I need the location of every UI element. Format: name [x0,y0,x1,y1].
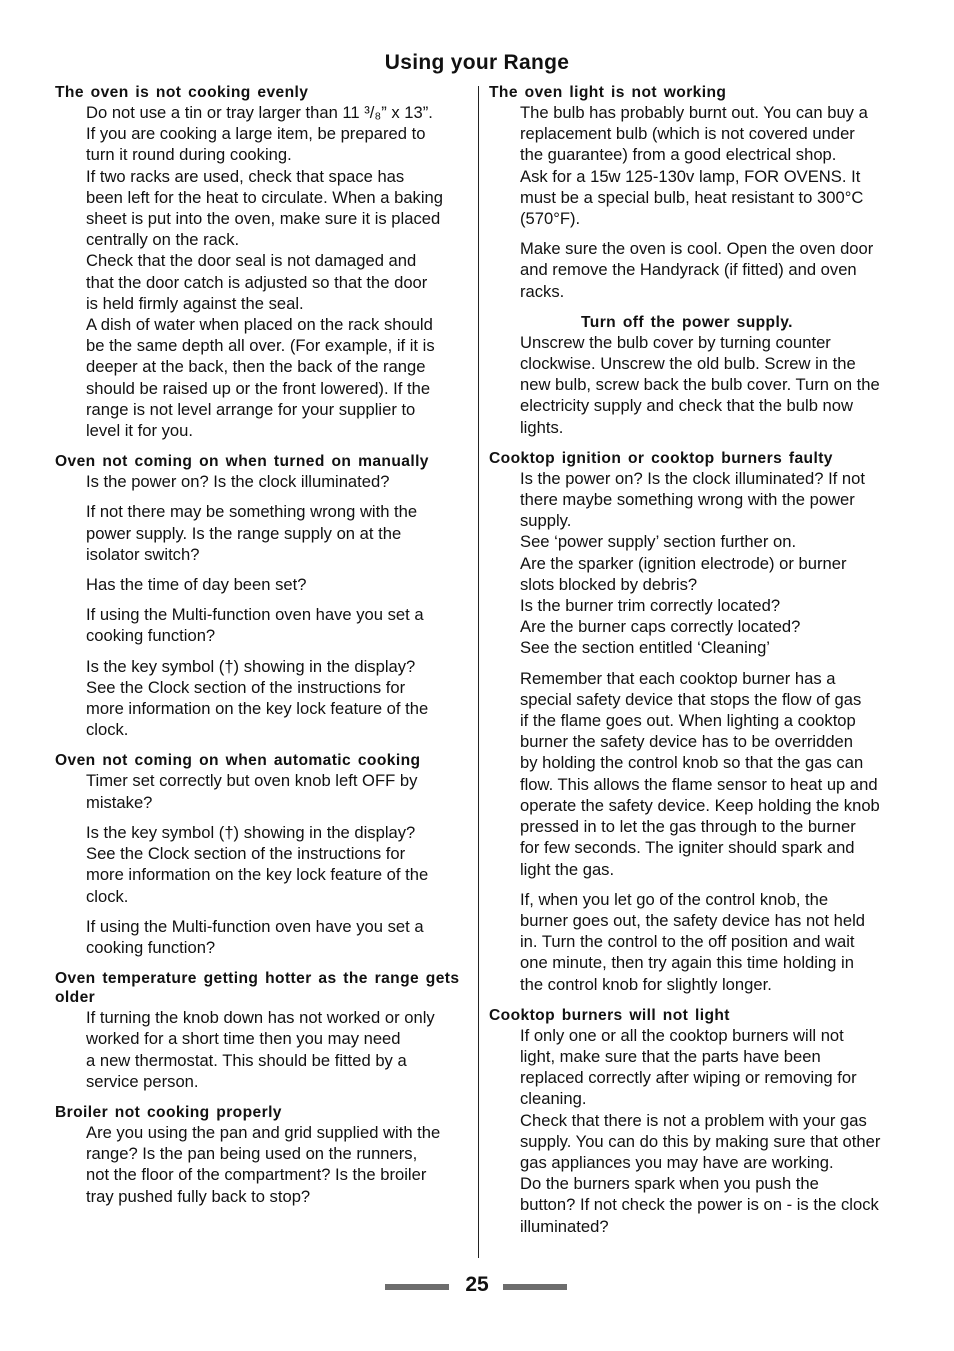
body-line: range? Is the pan being used on the runners, [86,1144,418,1164]
body-line: service person. [86,1071,199,1091]
body-line: Is the key symbol (†) showing in the display? [86,822,416,842]
body-line: slots blocked by debris? [520,574,698,594]
right-column [489,83,905,1237]
body-line: one minute, then try again this time holding in [520,953,854,973]
body-line: power supply. Is the range supply on at the [86,523,402,543]
body-line: Timer set correctly but oven knob left OFF by [86,771,418,791]
body-line: for few seconds. The igniter should spark and [520,838,855,858]
section-heading: The oven light is not working [489,84,727,101]
body-line: cooking function? [86,626,216,646]
body-line: the guarantee) from a good electrical shop. [520,145,837,165]
page-number: 25 [465,1273,489,1296]
body-line: be the same depth all over. (For example, if it is [86,336,435,356]
body-line: The bulb has probably burnt out. You can buy a [520,103,868,122]
body-line: centrally on the rack. [86,230,240,250]
body-line: If using the Multi-function oven have you set a [86,916,424,936]
body-line: if the flame goes out. When lighting a cooktop [520,711,856,731]
body-line: A dish of water when placed on the rack should [86,315,433,335]
body-line: by holding the control knob so that the gas can [520,753,864,773]
section-heading: The oven is not cooking evenly [55,84,309,101]
body-line: If only one or all the cooktop burners will not [520,1025,844,1045]
body-line: supply. [520,511,572,531]
body-line: Ask for a 15w 125-130v lamp, FOR OVENS. It [520,166,861,186]
body-line: replaced correctly after wiping or removing for [520,1068,857,1088]
body-line: burner goes out, the safety device has not held [520,910,866,930]
footer-bar-right [503,1284,567,1290]
body-line: Unscrew the bulb cover by turning counter [520,332,831,352]
section-heading: Oven not coming on when automatic cooking [55,752,421,770]
body-line: Are the sparker (ignition electrode) or burner [520,553,847,573]
body-line: If using the Multi-function oven have you set a [86,605,424,625]
body-line: Are you using the pan and grid supplied with the [86,1122,441,1142]
body-line: See ‘power supply’ section further on. [520,532,797,552]
body-line: clockwise. Unscrew the old bulb. Screw in the [520,354,856,374]
body-line: worked for a short time then you may need [86,1029,401,1049]
section-heading: Cooktop ignition or cooktop burners faulty [489,449,833,467]
body-line: lights. [520,417,564,437]
body-line: clock. [86,886,129,906]
body-line: supply. You can do this by making sure that other [520,1131,881,1151]
body-line: isolator switch? [86,544,200,564]
body-line: light, make sure that the parts have been [520,1046,821,1066]
body-line: button? If not check the power is on - is the clock [520,1195,879,1215]
body-line: deeper at the back, then the back of the range [86,357,426,377]
body-line: Is the power on? Is the clock illuminated? If not [520,468,865,488]
body-line: light the gas. [520,859,615,879]
section-heading: Broiler not cooking properly [55,1103,282,1121]
body-line: If not there may be something wrong with the [86,502,418,522]
body-line: illuminated? [520,1216,609,1236]
body-line: If two racks are used, check that space has [86,166,405,186]
body-line: new bulb, screw back the bulb cover. Turn on the [520,375,880,395]
column-divider [478,86,479,1258]
body-line: (570°F). [520,209,581,229]
body-line: must be a special bulb, heat resistant to 300°C [520,187,864,207]
body-line: there maybe something wrong with the power [520,490,855,510]
body-line: gas appliances you may have are working. [520,1152,834,1172]
body-line: range is not level arrange for your supplier to [86,399,416,419]
body-line: flow. This allows the flame sensor to heat up and [520,774,878,794]
body-line: If, when you let go of the control knob, the [520,889,829,909]
section-heading: Turn off the power supply. [581,313,793,331]
body-line: more information on the key lock feature of the [86,865,429,885]
body-line: mistake? [86,792,153,812]
body-line: Do the burners spark when you push the [520,1174,819,1194]
body-line: that the door catch is adjusted so that the door [86,272,428,292]
body-line: If turning the knob down has not worked or only [86,1008,435,1028]
body-line: Is the key symbol (†) showing in the display? [86,656,416,676]
left-column [55,83,465,1207]
body-line: operate the safety device. Keep holding the knob [520,795,880,815]
body-line: pressed in to let the gas through to the burner [520,817,856,837]
body-line: See the Clock section of the instructions for [86,677,406,697]
body-line: Check that there is not a problem with your gas [520,1110,867,1130]
body-line: If you are cooking a large item, be prepared to [86,124,426,144]
body-line: Has the time of day been set? [86,575,307,595]
body-line: Is the burner trim correctly located? [520,596,781,616]
body-line: Are the burner caps correctly located? [520,617,801,637]
body-line: cleaning. [520,1089,587,1109]
body-line: clock. [86,720,129,740]
body-line: burner the safety device has to be overridden [520,732,854,752]
body-line: tray pushed fully back to stop? [86,1186,311,1206]
body-line: Do not use a tin or tray larger than 11 ³/₈” x 13”. [86,103,433,122]
body-line: level it for you. [86,421,193,441]
body-line: not the floor of the compartment? Is the broiler [86,1165,427,1185]
body-line: racks. [520,281,565,301]
body-line: been left for the heat to circulate. When a baking [86,187,443,207]
body-line: in. Turn the control to the off position and wait [520,932,855,952]
body-line: turn it round during cooking. [86,145,292,165]
body-line: a new thermostat. This should be fitted by a [86,1050,407,1070]
body-line: sheet is put into the oven, make sure it is placed [86,209,441,229]
section-heading: Oven not coming on when turned on manually [55,453,429,471]
body-line: and remove the Handyrack (if fitted) and oven [520,260,857,280]
body-line: Remember that each cooktop burner has a [520,668,836,688]
body-line: more information on the key lock feature of the [86,699,429,719]
body-line: cooking function? [86,937,216,957]
body-line: See the section entitled ‘Cleaning’ [520,638,770,658]
footer-bar-left [385,1284,449,1290]
body-line: Check that the door seal is not damaged and [86,251,417,271]
body-line: should be raised up or the front lowered). If the [86,378,431,398]
section-heading: Cooktop burners will not light [489,1006,730,1024]
section-heading: Oven temperature getting hotter as the range gets older [55,970,460,1007]
body-line: See the Clock section of the instructions for [86,844,406,864]
body-line: special safety device that stops the flow of gas [520,689,862,709]
body-line: replacement bulb (which is not covered under [520,124,855,144]
body-line: Make sure the oven is cool. Open the oven door [520,239,874,259]
body-line: is held firmly against the seal. [86,293,304,313]
body-line: Is the power on? Is the clock illuminated? [86,472,390,492]
body-line: the control knob for slightly longer. [520,974,772,994]
body-line: electricity supply and check that the bulb now [520,396,853,416]
page-title: Using your Range [384,51,570,74]
